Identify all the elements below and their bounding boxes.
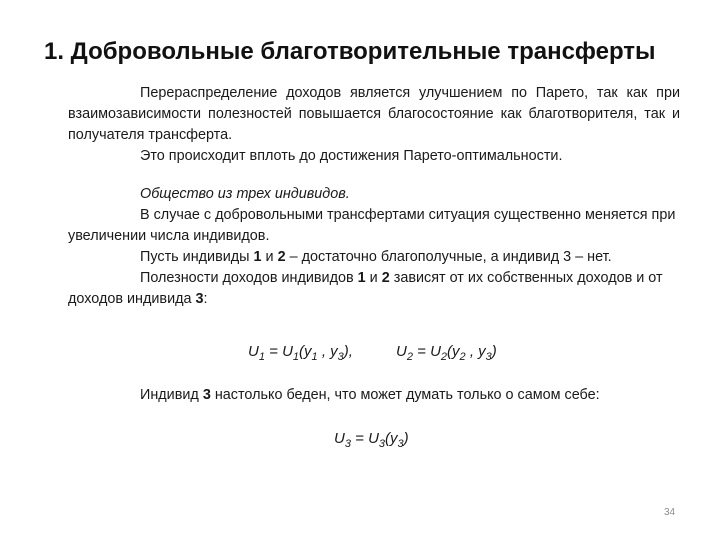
paragraph-voluntary-transfers: В случае с добровольными трансфертами ситуация существенно меняется при увеличении числа индивидов. — [68, 207, 676, 244]
formula-symbol: = U — [264, 343, 293, 360]
formula-symbol: (y — [447, 343, 460, 360]
formula-symbol: , y — [465, 343, 486, 360]
slide-body — [68, 83, 680, 310]
individual-number: 2 — [381, 270, 390, 286]
formula-symbol: U — [248, 343, 259, 360]
section-heading-three-individuals: Общество из трех индивидов. — [140, 186, 350, 202]
formula-subscript: 3 — [337, 351, 344, 363]
formula-subscript: 3 — [397, 438, 404, 450]
page-number: 34 — [664, 507, 676, 518]
formula-u1 — [248, 343, 353, 363]
formula-subscript: 1 — [311, 351, 318, 363]
paragraph-pareto-optimality: Это происходит вплоть до достижения Парето-оптимальности. — [140, 148, 563, 164]
paragraph-individuals — [68, 247, 680, 268]
formula-subscript: 1 — [292, 351, 300, 363]
formula-subscript: 2 — [459, 351, 466, 363]
spacer — [68, 167, 680, 184]
text-fragment: – достаточно благополучные, а индивид 3 – нет. — [285, 249, 612, 265]
individual-number: 1 — [357, 270, 366, 286]
formula-symbol: , y — [317, 343, 338, 360]
formula-symbol: ) — [491, 343, 497, 360]
paragraph-pareto: Перераспределение доходов является улучшением по Парето, так как при взаимозависимости полезностей повышается благосостояние как благотворителя, так и получателя трансферта. — [68, 85, 680, 143]
formula-symbol: = U — [412, 343, 441, 360]
individual-number: 3 — [195, 291, 204, 307]
formula-subscript: 2 — [440, 351, 448, 363]
individual-number: 1 — [253, 249, 262, 265]
individual-number: 3 — [202, 387, 211, 403]
text-fragment: настолько беден, что может думать только о самом себе: — [210, 387, 600, 403]
paragraph-utilities — [68, 268, 680, 310]
text-fragment: : — [203, 291, 208, 307]
formula-subscript: 3 — [378, 438, 386, 450]
formula-symbol: (y — [299, 343, 312, 360]
paragraph-individual-3 — [140, 387, 600, 403]
formula-symbol: = U — [350, 430, 379, 447]
formula-symbol: ), — [343, 343, 353, 360]
text-fragment: Полезности доходов индивидов — [140, 270, 358, 286]
text-fragment: и — [261, 249, 278, 265]
text-fragment: зависят от их собственных доходов и от доходов индивида — [68, 270, 663, 307]
formula-symbol: ) — [403, 430, 409, 447]
slide-title: 1. Добровольные благотворительные трансферты — [44, 38, 656, 65]
text-fragment: и — [365, 270, 382, 286]
formula-subscript: 1 — [258, 351, 265, 363]
formula-u3 — [334, 430, 409, 450]
text-fragment: Индивид — [140, 387, 203, 403]
text-fragment: Пусть индивиды — [140, 249, 254, 265]
formula-subscript: 3 — [485, 351, 492, 363]
formula-subscript: 2 — [406, 351, 413, 363]
formula-symbol: (y — [385, 430, 398, 447]
formula-symbol: U — [396, 343, 407, 360]
formula-u2 — [396, 343, 497, 363]
formula-symbol: U — [334, 430, 345, 447]
individual-number: 2 — [277, 249, 286, 265]
formula-subscript: 3 — [344, 438, 351, 450]
